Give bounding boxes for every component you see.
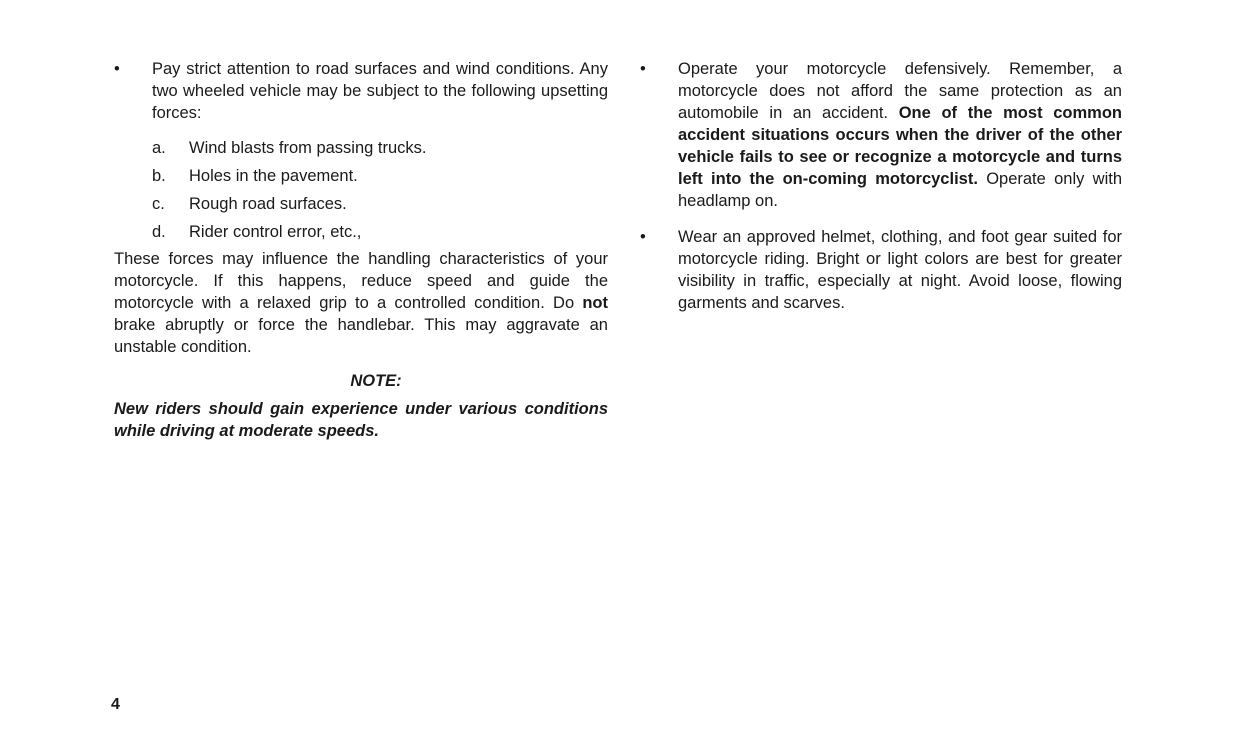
bullet-icon: •	[640, 60, 646, 78]
protective-gear-bullet	[640, 226, 1122, 314]
handling-paragraph	[114, 248, 608, 358]
list-item-text: Rough road surfaces.	[189, 195, 347, 213]
list-item-text: Rider control error, etc.,	[189, 223, 362, 241]
list-item-letter: a.	[152, 139, 166, 157]
page-number: 4	[111, 696, 120, 713]
list-item-letter: c.	[152, 195, 165, 213]
list-item-letter: d.	[152, 223, 166, 241]
list-item	[152, 190, 608, 218]
bullet-icon: •	[114, 60, 120, 78]
list-item	[152, 134, 608, 162]
road-conditions-bullet	[114, 58, 608, 124]
list-item-text: Wind blasts from passing trucks.	[189, 139, 427, 157]
right-column	[640, 58, 1122, 314]
defensive-riding-text-emphasis: One of the most common accident situations occurs when the driver of the other vehicle fails to see or recognize a motorcycle and turns left into the on-coming motorcyclist.	[678, 104, 1122, 188]
handling-text-emphasis: not	[582, 294, 608, 312]
left-column	[114, 58, 608, 442]
note-title: NOTE:	[350, 372, 402, 390]
bullet-icon: •	[640, 228, 646, 246]
handling-text-part2: brake abruptly or force the handlebar. This may aggravate an unstable condition.	[114, 316, 608, 356]
note-body: New riders should gain experience under various conditions while driving at moderate speeds.	[114, 400, 608, 440]
defensive-riding-text-part2: Operate only with headlamp on.	[678, 170, 1122, 210]
list-item-text: Holes in the pavement.	[189, 167, 358, 185]
list-item	[152, 162, 608, 190]
list-item-letter: b.	[152, 167, 166, 185]
list-item	[152, 218, 608, 246]
handling-text-part1: These forces may influence the handling characteristics of your motorcycle. If this happens, reduce speed and guide the motorcycle with a relaxed grip to a controlled condition. Do	[114, 250, 608, 312]
defensive-riding-text-part1: Operate your motorcycle defensively. Remember, a motorcycle does not afford the same protection as an automobile in an accident.	[678, 60, 1122, 122]
protective-gear-text: Wear an approved helmet, clothing, and foot gear suited for motorcycle riding. Bright or light colors are best for greater visibility in traffic, especially at night. Avoid loose, flowing garments and scarves.	[678, 228, 1122, 312]
upsetting-forces-list	[152, 134, 608, 246]
defensive-riding-bullet	[640, 58, 1122, 212]
road-conditions-text: Pay strict attention to road surfaces and wind conditions. Any two wheeled vehicle may be subject to the following upsetting forces:	[152, 60, 608, 122]
